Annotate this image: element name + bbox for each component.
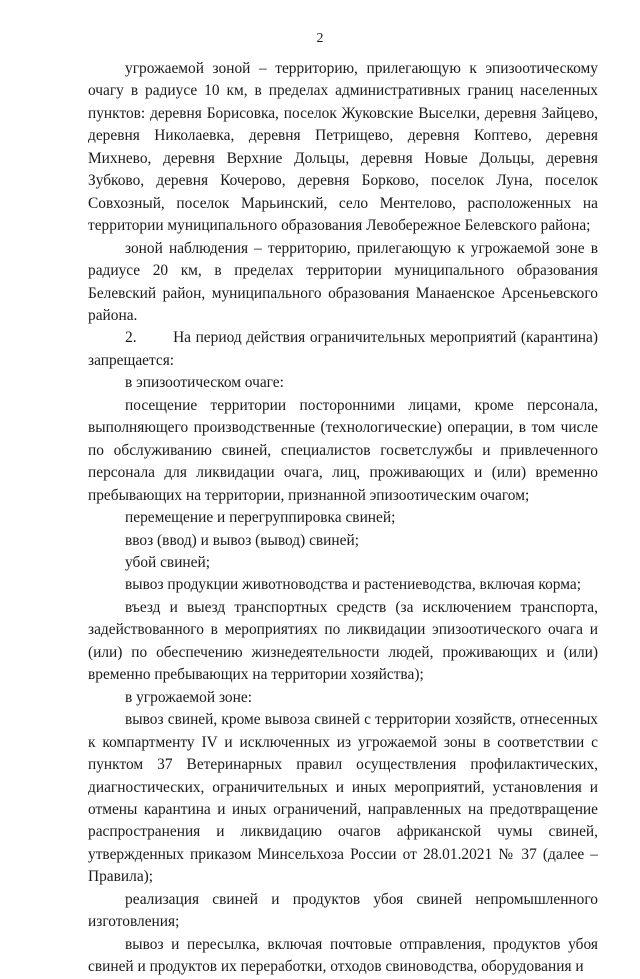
page-number: 2 [316,31,324,46]
paragraph-threatened-zone: угрожаемой зоной – территорию, прилегающую к эпизоотическому очагу в радиусе 10 км, в пределах административных границ населенных пунктов: деревня Борисовка, поселок Жуковские Выселки, деревня Зайцево, деревня Николаевка, деревня Петрищево, деревня Коптево, деревня Михнево, деревня Верхние Дольцы, деревня Новые Дольцы, деревня Зубково, деревня Кочерово, деревня Борково, поселок Луна, поселок Совхозный, поселок Марьинский, село Ментелово, расположенных на территории муниципального образования Левобережное Белевского района; [88,60,598,235]
document-body [88,58,602,979]
paragraph-sale: реализация свиней и продуктов убоя свиней непромышленного изготовления; [88,890,598,931]
paragraph-observation-zone: зоной наблюдения – территорию, прилегающую к угрожаемой зоне в радиусе 20 км, в пределах территории муниципального образования Белевский район, муниципального образования Манаенское Арсеньевского района. [88,239,598,324]
paragraph-import-export: ввоз (ввод) и вывоз (вывод) свиней; [125,531,359,549]
paragraph-in-focus-heading: в эпизоотическом очаге: [125,374,284,392]
paragraph-vehicles: въезд и выезд транспортных средств (за исключением транспорта, задействованного в мероприятиях по ликвидации эпизоотического очага и (или) по обеспечению жизнедеятельности людей, проживающих и (или) временно пребывающих на территории хозяйства); [88,598,598,684]
paragraph-item-2: 2. На период действия ограничительных мероприятий (карантина) запрещается: [88,329,602,369]
paragraph-pig-export: вывоз свиней, кроме вывоза свиней с территории хозяйств, отнесенных к компартменту IV и исключенных из угрожаемой зоны в соответствии с пунктом 37 Ветеринарных правил осуществления профилактических, диагностических, ограничительных и иных мероприятий, установления и отмены карантина и иных ограничений, направленных на предотвращение распространения и ликвидацию очагов африканской чумы свиней, утвержденных приказом Минсельхоза России от 28.01.2021 № 37 (далее – Правила); [88,711,598,886]
paragraph-threatened-zone-heading: в угрожаемой зоне: [125,688,252,706]
paragraph-visiting: посещение территории посторонними лицами, кроме персонала, выполняющего производственные (технологические) операции, в том числе по обслуживанию свиней, специалистов госветслужбы и привлеченного персонала для ликвидации очага, лиц, проживающих и (или) временно пребывающих на территории, признанной эпизоотическим очагом; [88,396,598,504]
paragraph-moving: перемещение и перегруппировка свиней; [125,509,396,527]
paragraph-slaughter: убой свиней; [125,553,211,571]
paragraph-shipping: вывоз и пересылка, включая почтовые отправления, продуктов убоя свиней и продуктов их переработки, отходов свиноводства, оборудования и [88,935,598,976]
paragraph-products-export: вывоз продукции животноводства и растениеводства, включая корма; [125,576,581,594]
